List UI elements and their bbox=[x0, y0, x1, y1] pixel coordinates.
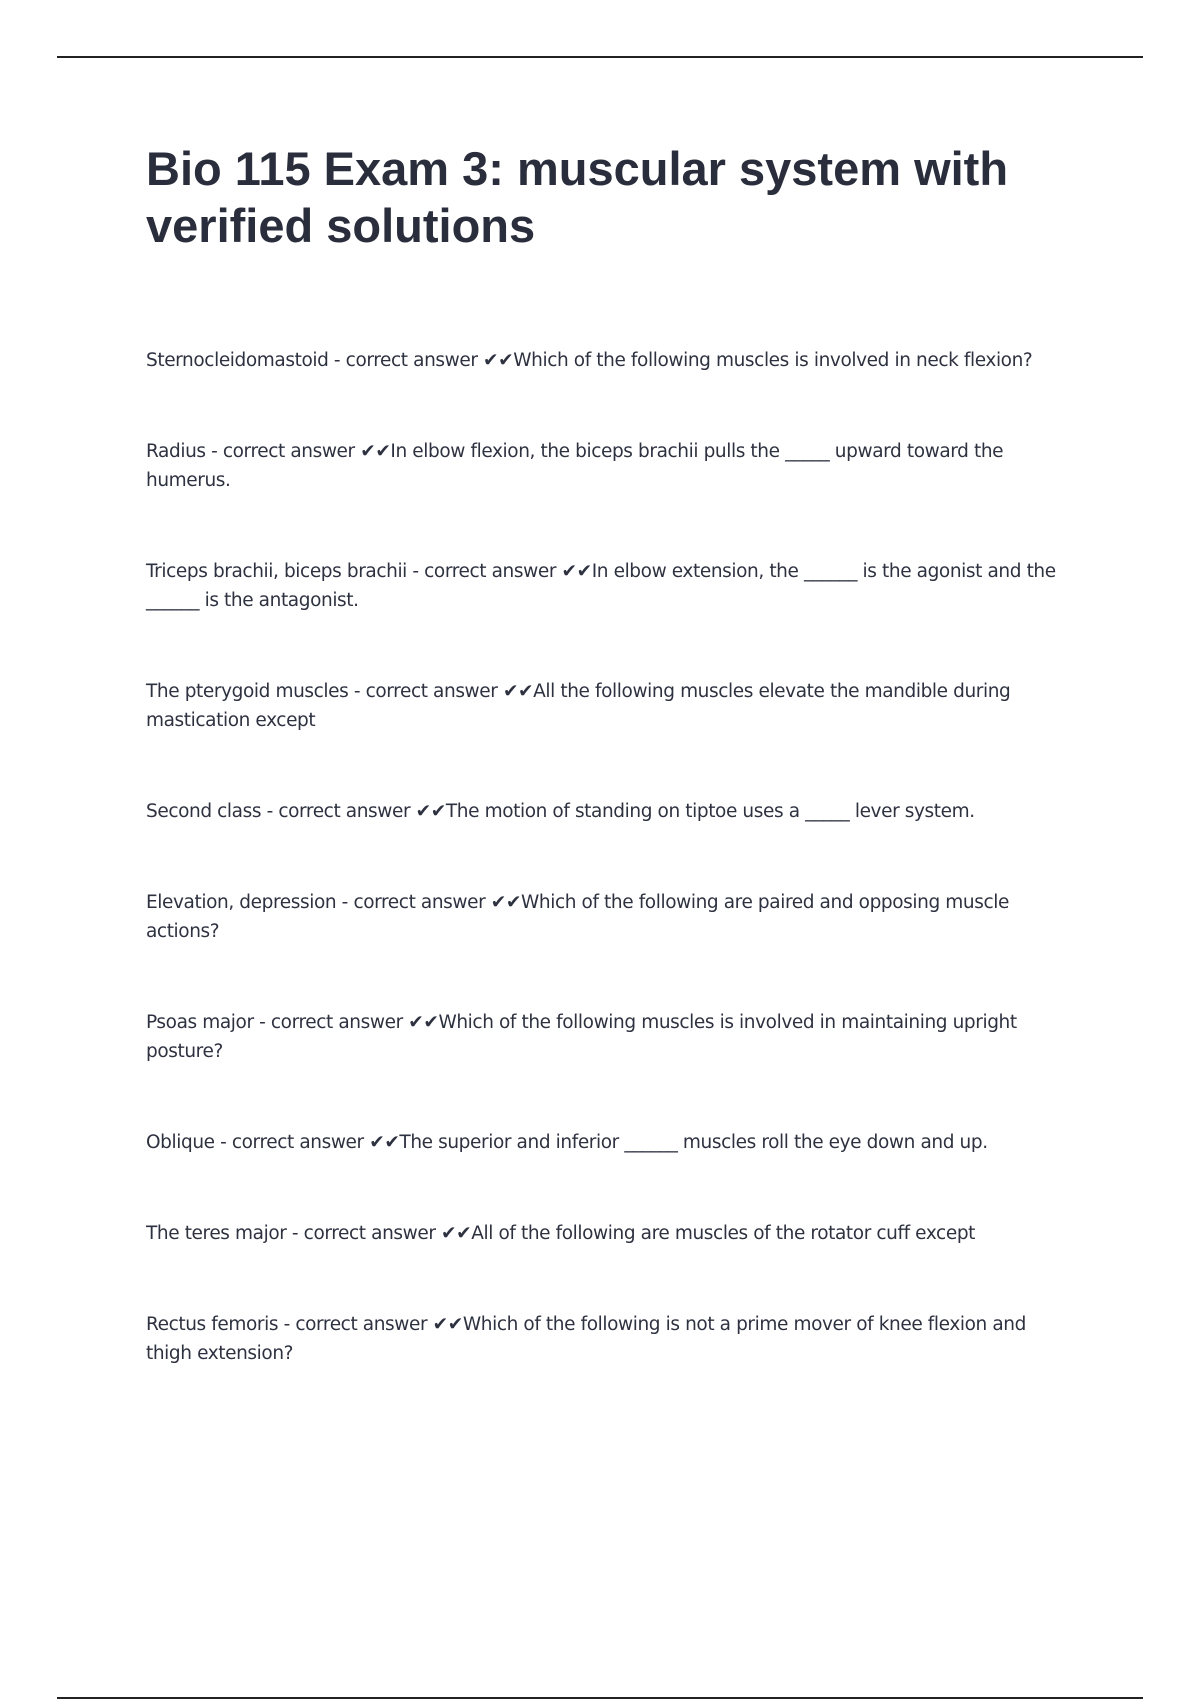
qa-item: Elevation, depression - correct answer ✔✔Which of the following are paired and opposing muscle actions? bbox=[146, 892, 1009, 942]
qa-item: The pterygoid muscles - correct answer ✔✔All the following muscles elevate the mandible during mastication except bbox=[146, 681, 1011, 731]
qa-item: The teres major - correct answer ✔✔All of the following are muscles of the rotator cuff except bbox=[146, 1223, 976, 1244]
footer-rule bbox=[57, 1697, 1143, 1699]
qa-item: Oblique - correct answer ✔✔The superior and inferior ______ muscles roll the eye down and up. bbox=[146, 1132, 988, 1153]
qa-item: Triceps brachii, biceps brachii - correct answer ✔✔In elbow extension, the ______ is the agonist and the ______ is the antagonist. bbox=[146, 561, 1056, 611]
qa-item: Psoas major - correct answer ✔✔Which of the following muscles is involved in maintaining upright posture? bbox=[146, 1012, 1017, 1062]
qa-item: Radius - correct answer ✔✔In elbow flexion, the biceps brachii pulls the _____ upward toward the humerus. bbox=[146, 441, 1004, 491]
qa-item: Rectus femoris - correct answer ✔✔Which of the following is not a prime mover of knee flexion and thigh extension? bbox=[146, 1314, 1026, 1364]
qa-item: Second class - correct answer ✔✔The motion of standing on tiptoe uses a _____ lever system. bbox=[146, 801, 975, 822]
qa-item: Sternocleidomastoid - correct answer ✔✔Which of the following muscles is involved in neck flexion? bbox=[146, 350, 1033, 371]
header-rule bbox=[57, 56, 1143, 58]
qa-list bbox=[146, 346, 1076, 1368]
page-title: Bio 115 Exam 3: muscular system with verified solutions bbox=[146, 142, 1009, 252]
